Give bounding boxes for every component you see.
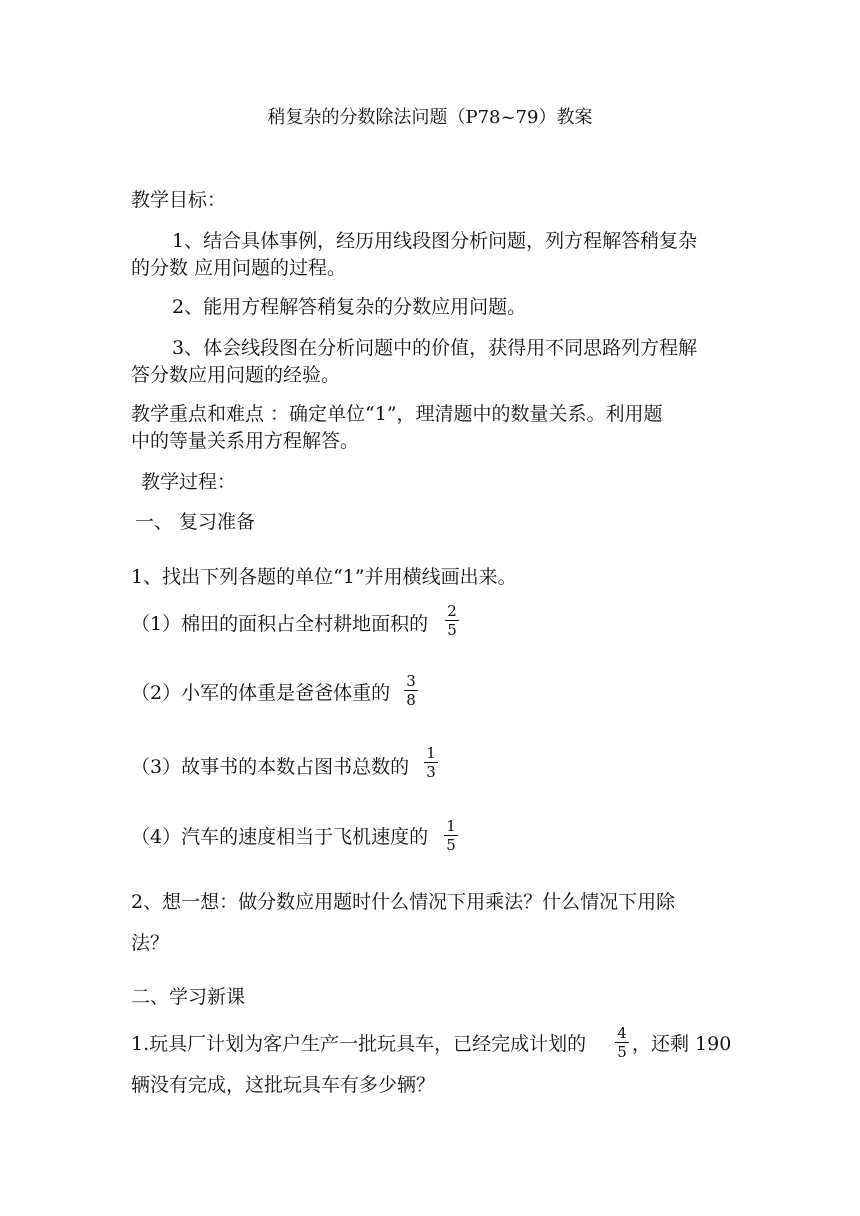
fraction	[615, 1025, 629, 1060]
objective-2: 2、能用方程解答稍复杂的分数应用问题。	[172, 296, 527, 318]
fraction-denominator: 5	[617, 1043, 627, 1061]
fraction-numerator: 1	[426, 744, 436, 762]
fraction-numerator: 4	[617, 1024, 627, 1042]
fraction-numerator: 1	[446, 817, 456, 835]
section-1-heading: 一、 复习准备	[135, 511, 256, 533]
fraction-numerator: 2	[447, 602, 457, 620]
key-points-line-1: 教学重点和难点 ：确定单位“1”，理清题中的数量关系。利用题	[131, 403, 663, 425]
list-item: （3）故事书的本数占图书总数的	[131, 756, 410, 778]
section-2-heading: 二、学习新课	[131, 986, 246, 1008]
objective-1-line-1: 1、结合具体事例，经历用线段图分析问题，列方程解答稍复杂	[172, 230, 698, 252]
fraction-denominator: 8	[406, 691, 416, 709]
section-1-question-2-line-1: 2、想一想：做分数应用题时什么情况下用乘法？什么情况下用除	[131, 891, 676, 913]
fraction-numerator: 3	[406, 672, 416, 690]
fraction-denominator: 3	[426, 763, 436, 781]
problem-1-line-2: 辆没有完成，这批玩具车有多少辆？	[131, 1074, 436, 1096]
section-1-question-1: 1、找出下列各题的单位“1”并用横线画出来。	[131, 566, 517, 588]
objective-1-line-2: 的分数 应用问题的过程。	[131, 257, 347, 279]
page-title: 稍复杂的分数除法问题（P78~79）教案	[267, 107, 593, 128]
problem-1-text-end: ，还剩 190	[632, 1033, 732, 1055]
key-points-line-2: 中的等量关系用方程解答。	[131, 430, 360, 452]
list-item: （4）汽车的速度相当于飞机速度的	[131, 826, 429, 848]
objective-3-line-2: 答分数应用问题的经验。	[131, 364, 341, 386]
fraction	[444, 818, 458, 853]
list-item: （1）棉田的面积占全村耕地面积的	[131, 613, 429, 635]
fraction	[445, 603, 459, 638]
fraction	[404, 673, 418, 708]
process-heading: 教学过程：	[141, 471, 237, 493]
problem-1-text-start: 1.玩具厂计划为客户生产一批玩具车，已经完成计划的	[131, 1033, 587, 1055]
fraction-denominator: 5	[446, 836, 456, 854]
objective-3-line-1: 3、体会线段图在分析问题中的价值，获得用不同思路列方程解	[172, 337, 698, 359]
objectives-heading: 教学目标：	[131, 189, 227, 211]
fraction	[424, 745, 438, 780]
list-item: （2）小军的体重是爸爸体重的	[131, 682, 391, 704]
fraction-denominator: 5	[447, 621, 457, 639]
section-1-question-2-line-2: 法？	[131, 932, 170, 954]
